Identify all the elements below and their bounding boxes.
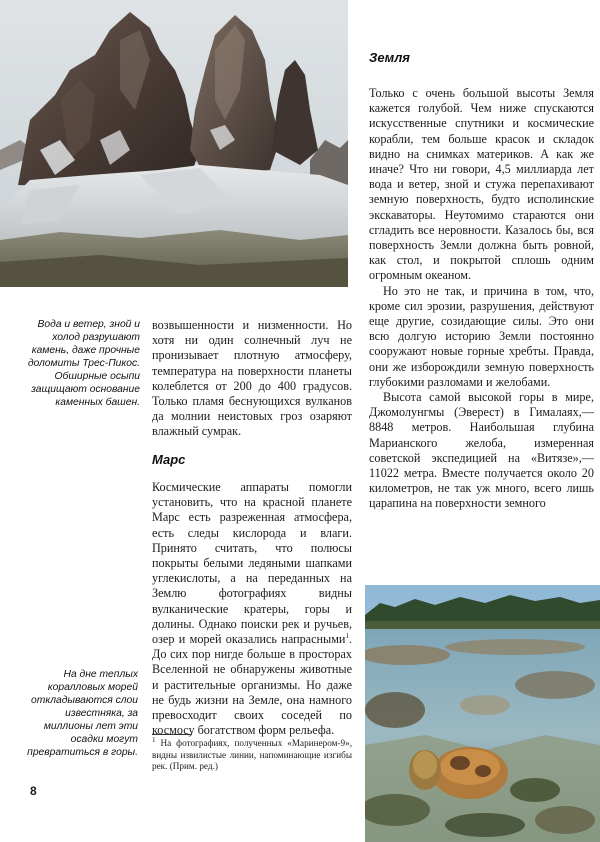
mars-paragraph-text: Космические аппараты помогли установить, что на красной планете Марс есть разреженная атмосфера, есть следы кислорода и влаги. Принято считать, что полюсы покрыты белыми ледяными шапками углекислоты, а на переданных на Землю фотографиях видны вулканические кратеры, горы и долины. Однако поиски рек и ручьев, озер и морей оказались напрасными bbox=[152, 480, 352, 647]
mars-column bbox=[152, 480, 352, 738]
earth-column bbox=[369, 86, 594, 512]
mountain-photo bbox=[0, 0, 348, 287]
footnote-mark: 1 bbox=[152, 735, 156, 744]
footnote-reference: 1 bbox=[345, 631, 349, 640]
continuation-paragraph: возвышенности и низменности. Но хотя ни один солнечный луч не пронизывает плотную атмосферу, температура на поверхности планеты колеблется от 200 до 400 градусов. Только пламя беснующихся вулканов да молнии неистовых гроз озаряют влажный сумрак. bbox=[152, 318, 352, 439]
earth-paragraph-3: Высота самой высокой горы в мире, Джомолунгмы (Эверест) в Гималаях,— 8848 метров. Наибольшая глубина Марианского желоба, измеренная советской экспедицией на «Витязе»,— 11022 метра. Вместе получается около 20 километров, не так уж много, всего лишь царапина на поверхности земного bbox=[369, 390, 594, 511]
mars-paragraph-end: . До сих пор нигде больше в просторах Вселенной не обнаружены животные и растительные организмы. Но даже не будь жизни на Земле, она намного превосходит своих соседей по космосу богатством форм рельефа. bbox=[152, 632, 352, 738]
earth-paragraph-2: Но это не так, и причина в том, что, кроме сил эрозии, разрушения, действуют еще другие, созидающие силы. Это они всю долгую историю Земли постоянно сооружают новые горные хребты. Правда, они же изборождили земную поверхность глубокими разломами и желобами. bbox=[369, 283, 594, 389]
earth-paragraph-1: Только с очень большой высоты Земля кажется голубой. Чем ниже спускаются искусственные спутники и космические корабли, тем больше красок и складок видно на снимках материков. А как же иначе? Что ни говори, 4,5 миллиарда лет вода и ветер, зной и стужа перепахивают земную поверхность, будто исполинские экскаваторы. Неутомимо стараются они сгладить все неровности. Казалось бы, вся поверхность Земли должна быть ровной, как стол, и покрытой сплошь одним огромным океаном. bbox=[369, 86, 594, 283]
coral-photo bbox=[365, 585, 600, 842]
footnote-text: На фотографиях, полученных «Маринером-9», видны извилистые линии, напоминающие изгибы рек. (Прим. ред.) bbox=[152, 738, 352, 771]
mountain-illustration bbox=[0, 0, 348, 287]
mars-paragraph bbox=[152, 480, 352, 738]
footnote bbox=[152, 735, 352, 773]
footnote-divider bbox=[152, 734, 192, 735]
coral-illustration bbox=[365, 585, 600, 842]
caption-dolomites: Вода и ветер, зной и холод разрушают камень, даже прочные доломиты Трес-Пикос. Обширные осыпи защищают основание каменных башен. bbox=[27, 319, 140, 408]
section-heading-earth: Земля bbox=[369, 50, 410, 65]
section-heading-mars: Марс bbox=[152, 452, 186, 467]
caption-coral: На дне теплых коралловых морей откладываются слои известняка, за миллионы лет эти осадки могут превратиться в горы. bbox=[27, 669, 138, 758]
continuation-column bbox=[152, 318, 352, 440]
page-number: 8 bbox=[30, 784, 37, 798]
